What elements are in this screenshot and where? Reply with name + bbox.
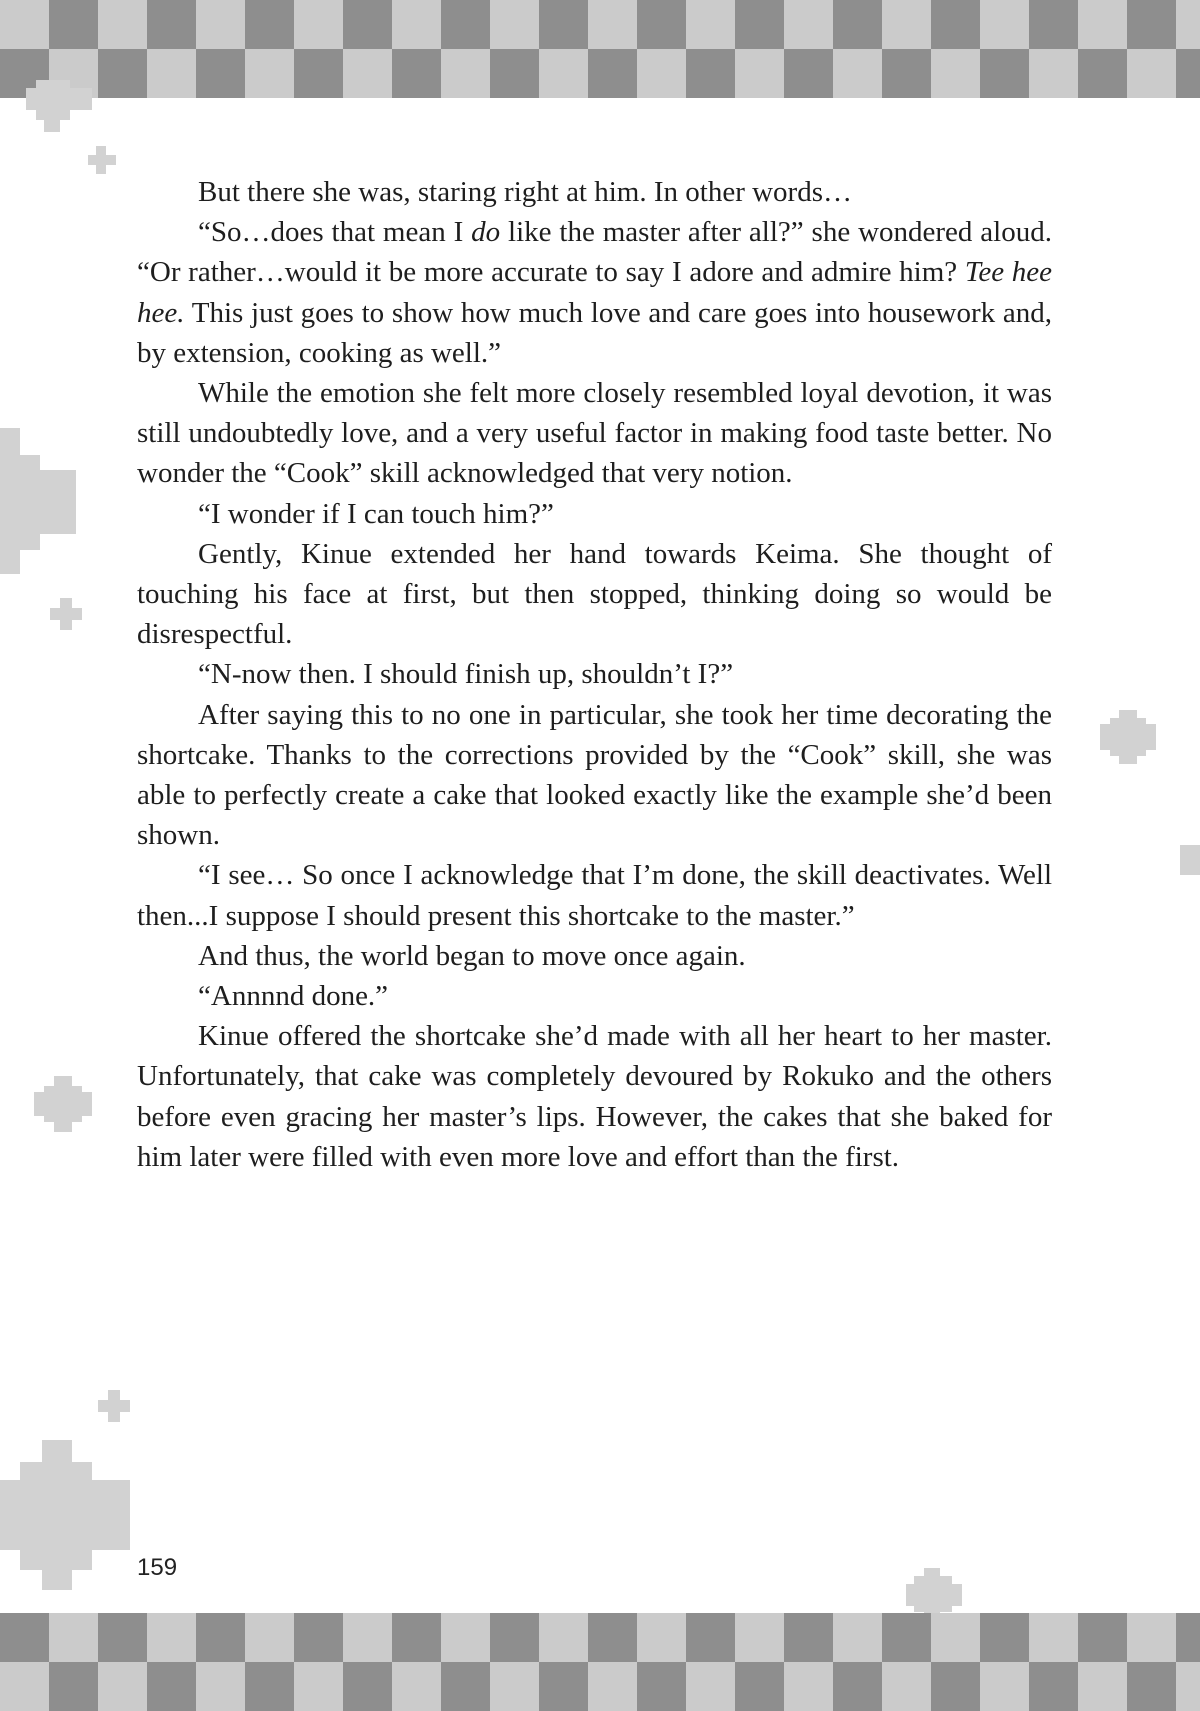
checker-cell: [539, 1613, 588, 1662]
checker-cell: [637, 1662, 686, 1711]
checker-cell: [441, 1662, 490, 1711]
checker-cell: [1029, 1613, 1078, 1662]
checker-cell: [1078, 1613, 1127, 1662]
checker-cell: [833, 1613, 882, 1662]
sparkle-icon-right-square: [1180, 845, 1200, 875]
sparkle-icon-small-3: [98, 1390, 130, 1422]
checker-cell: [686, 1662, 735, 1711]
checker-cell: [196, 1662, 245, 1711]
page-body-text: [137, 172, 1052, 1177]
checker-cell: [98, 1613, 147, 1662]
checker-cell: [539, 1662, 588, 1711]
bottom-checker-border: [0, 1613, 1200, 1711]
checker-cell: [147, 1662, 196, 1711]
checker-cell: [147, 1613, 196, 1662]
paragraph: “I wonder if I can touch him?”: [198, 497, 554, 530]
checker-cell: [490, 1662, 539, 1711]
paragraph: Gently, Kinue extended her hand towards Keima. She thought of touching his face at first, but then stopped, thinking doing so would be disrespectful.: [137, 537, 1052, 651]
paragraph: “I see… So once I acknowledge that I’m done, the skill deactivates. Well then...I suppose I should present this shortcake to the master.”: [137, 859, 1052, 932]
paragraph: “Annnnd done.”: [198, 980, 389, 1013]
checker-cell: [441, 1613, 490, 1662]
sparkle-icon-bottom-left-large: [0, 1440, 130, 1590]
checker-cell: [0, 1662, 49, 1711]
checker-cell: [294, 1613, 343, 1662]
sparkle-icon-small-1: [88, 146, 116, 174]
checker-cell: [637, 1613, 686, 1662]
paragraph: “N-now then. I should finish up, shouldn’t I?”: [198, 658, 734, 691]
checker-cell: [1176, 1662, 1200, 1711]
checker-cell: [343, 1662, 392, 1711]
checker-cell: [1029, 1662, 1078, 1711]
checker-cell: [1127, 1662, 1176, 1711]
checker-cell: [882, 1613, 931, 1662]
checker-cell: [735, 1613, 784, 1662]
paragraph: While the emotion she felt more closely resembled loyal devotion, it was still undoubtedly love, and a very useful factor in making food taste better. No wonder the “Cook” skill acknowledged that very notion.: [137, 377, 1052, 490]
checker-cell: [784, 1613, 833, 1662]
checker-cell: [49, 1613, 98, 1662]
checker-cell: [294, 1662, 343, 1711]
checker-cell: [931, 1613, 980, 1662]
page-number: 159: [137, 1554, 178, 1581]
sparkle-icon-right-1: [1100, 710, 1156, 764]
checker-cell: [1078, 1662, 1127, 1711]
checker-cell: [245, 1613, 294, 1662]
checker-cell: [343, 1613, 392, 1662]
checker-cell: [392, 1613, 441, 1662]
checker-cell: [980, 1662, 1029, 1711]
checker-cell: [49, 1662, 98, 1711]
paragraph: But there she was, staring right at him. In other words…: [198, 176, 852, 208]
checker-cell: [392, 1662, 441, 1711]
emphasis: Tee hee hee.: [137, 256, 1053, 329]
checker-cell: [833, 1662, 882, 1711]
checker-cell: [1176, 1613, 1200, 1662]
checker-cell: [98, 1662, 147, 1711]
checker-cell: [588, 1613, 637, 1662]
sparkle-icon-small-2: [50, 598, 82, 630]
sparkle-icon-bottom-right: [906, 1568, 962, 1618]
checker-cell: [686, 1613, 735, 1662]
sparkle-icon-left-mid: [34, 1076, 92, 1132]
checker-cell: [245, 1662, 294, 1711]
checker-cell: [784, 1662, 833, 1711]
checker-cell: [882, 1662, 931, 1711]
checker-cell: [588, 1662, 637, 1711]
checker-cell: [196, 1613, 245, 1662]
sparkle-icon-top-left: [26, 80, 92, 132]
checker-cell: [735, 1662, 784, 1711]
checker-cell: [0, 1613, 49, 1662]
paragraph: And thus, the world began to move once again.: [198, 939, 746, 972]
checker-cell: [980, 1613, 1029, 1662]
checker-cell: [490, 1613, 539, 1662]
paragraph: Kinue offered the shortcake she’d made with all her heart to her master. Unfortunately, that cake was completely devoured by Rokuko and the others before even gracing her master’s lips. However, the cakes that she baked for him later were filled with even more love and effort than the first.: [137, 1020, 1052, 1173]
checker-cell: [931, 1662, 980, 1711]
sparkle-icon-left-large: [0, 428, 76, 574]
emphasis: do: [471, 216, 501, 249]
paragraph: After saying this to no one in particular, she took her time decorating the shortcake. Thanks to the corrections provided by the “Cook” skill, she was able to perfectly create a cake that looked exactly like the example she’d been shown.: [137, 698, 1052, 852]
checker-cell: [1127, 1613, 1176, 1662]
paragraph: “So…does that mean I do like the master after all?” she wondered aloud. “Or rather…would it be more accurate to say I adore and admire him? Tee hee hee. This just goes to show how much love and care goes into housework and, by extension, cooking as well.”: [137, 216, 1053, 369]
